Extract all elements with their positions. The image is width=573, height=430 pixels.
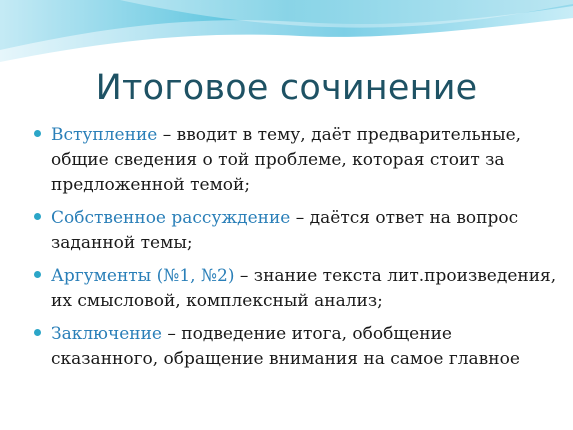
bullet-dot-icon: [34, 130, 41, 137]
bullet-dot-icon: [34, 329, 41, 336]
slide-title: Итоговое сочинение: [95, 68, 478, 108]
bullet-term: Собственное рассуждение: [51, 208, 291, 228]
bullet-text: [51, 206, 564, 256]
bullet-item-conclusion: [34, 322, 564, 372]
bullet-term: Аргументы (№1, №2): [51, 266, 235, 286]
bullet-item-introduction: [34, 123, 564, 198]
bullet-description: – даётся ответ на вопрос заданной темы;: [51, 208, 519, 253]
bullet-term: Заключение: [51, 324, 162, 344]
bullet-description: – подведение итога, обобщение сказанного, обращение внимания на самое главное: [51, 324, 520, 369]
bullet-description: – знание текста лит.произведения, их смысловой, комплексный анализ;: [51, 266, 557, 311]
bullet-description: – вводит в тему, даёт предварительные, общие сведения о той проблеме, которая стоит за предложенной темой;: [51, 125, 522, 195]
bullet-item-reasoning: [34, 206, 564, 256]
bullet-term: Вступление: [51, 125, 158, 145]
bullet-dot-icon: [34, 213, 41, 220]
bullet-dot-icon: [34, 271, 41, 278]
bullet-list: [34, 123, 564, 380]
bullet-item-arguments: [34, 264, 564, 314]
bullet-text: [51, 322, 564, 372]
bullet-text: [51, 264, 564, 314]
bullet-text: [51, 123, 564, 198]
